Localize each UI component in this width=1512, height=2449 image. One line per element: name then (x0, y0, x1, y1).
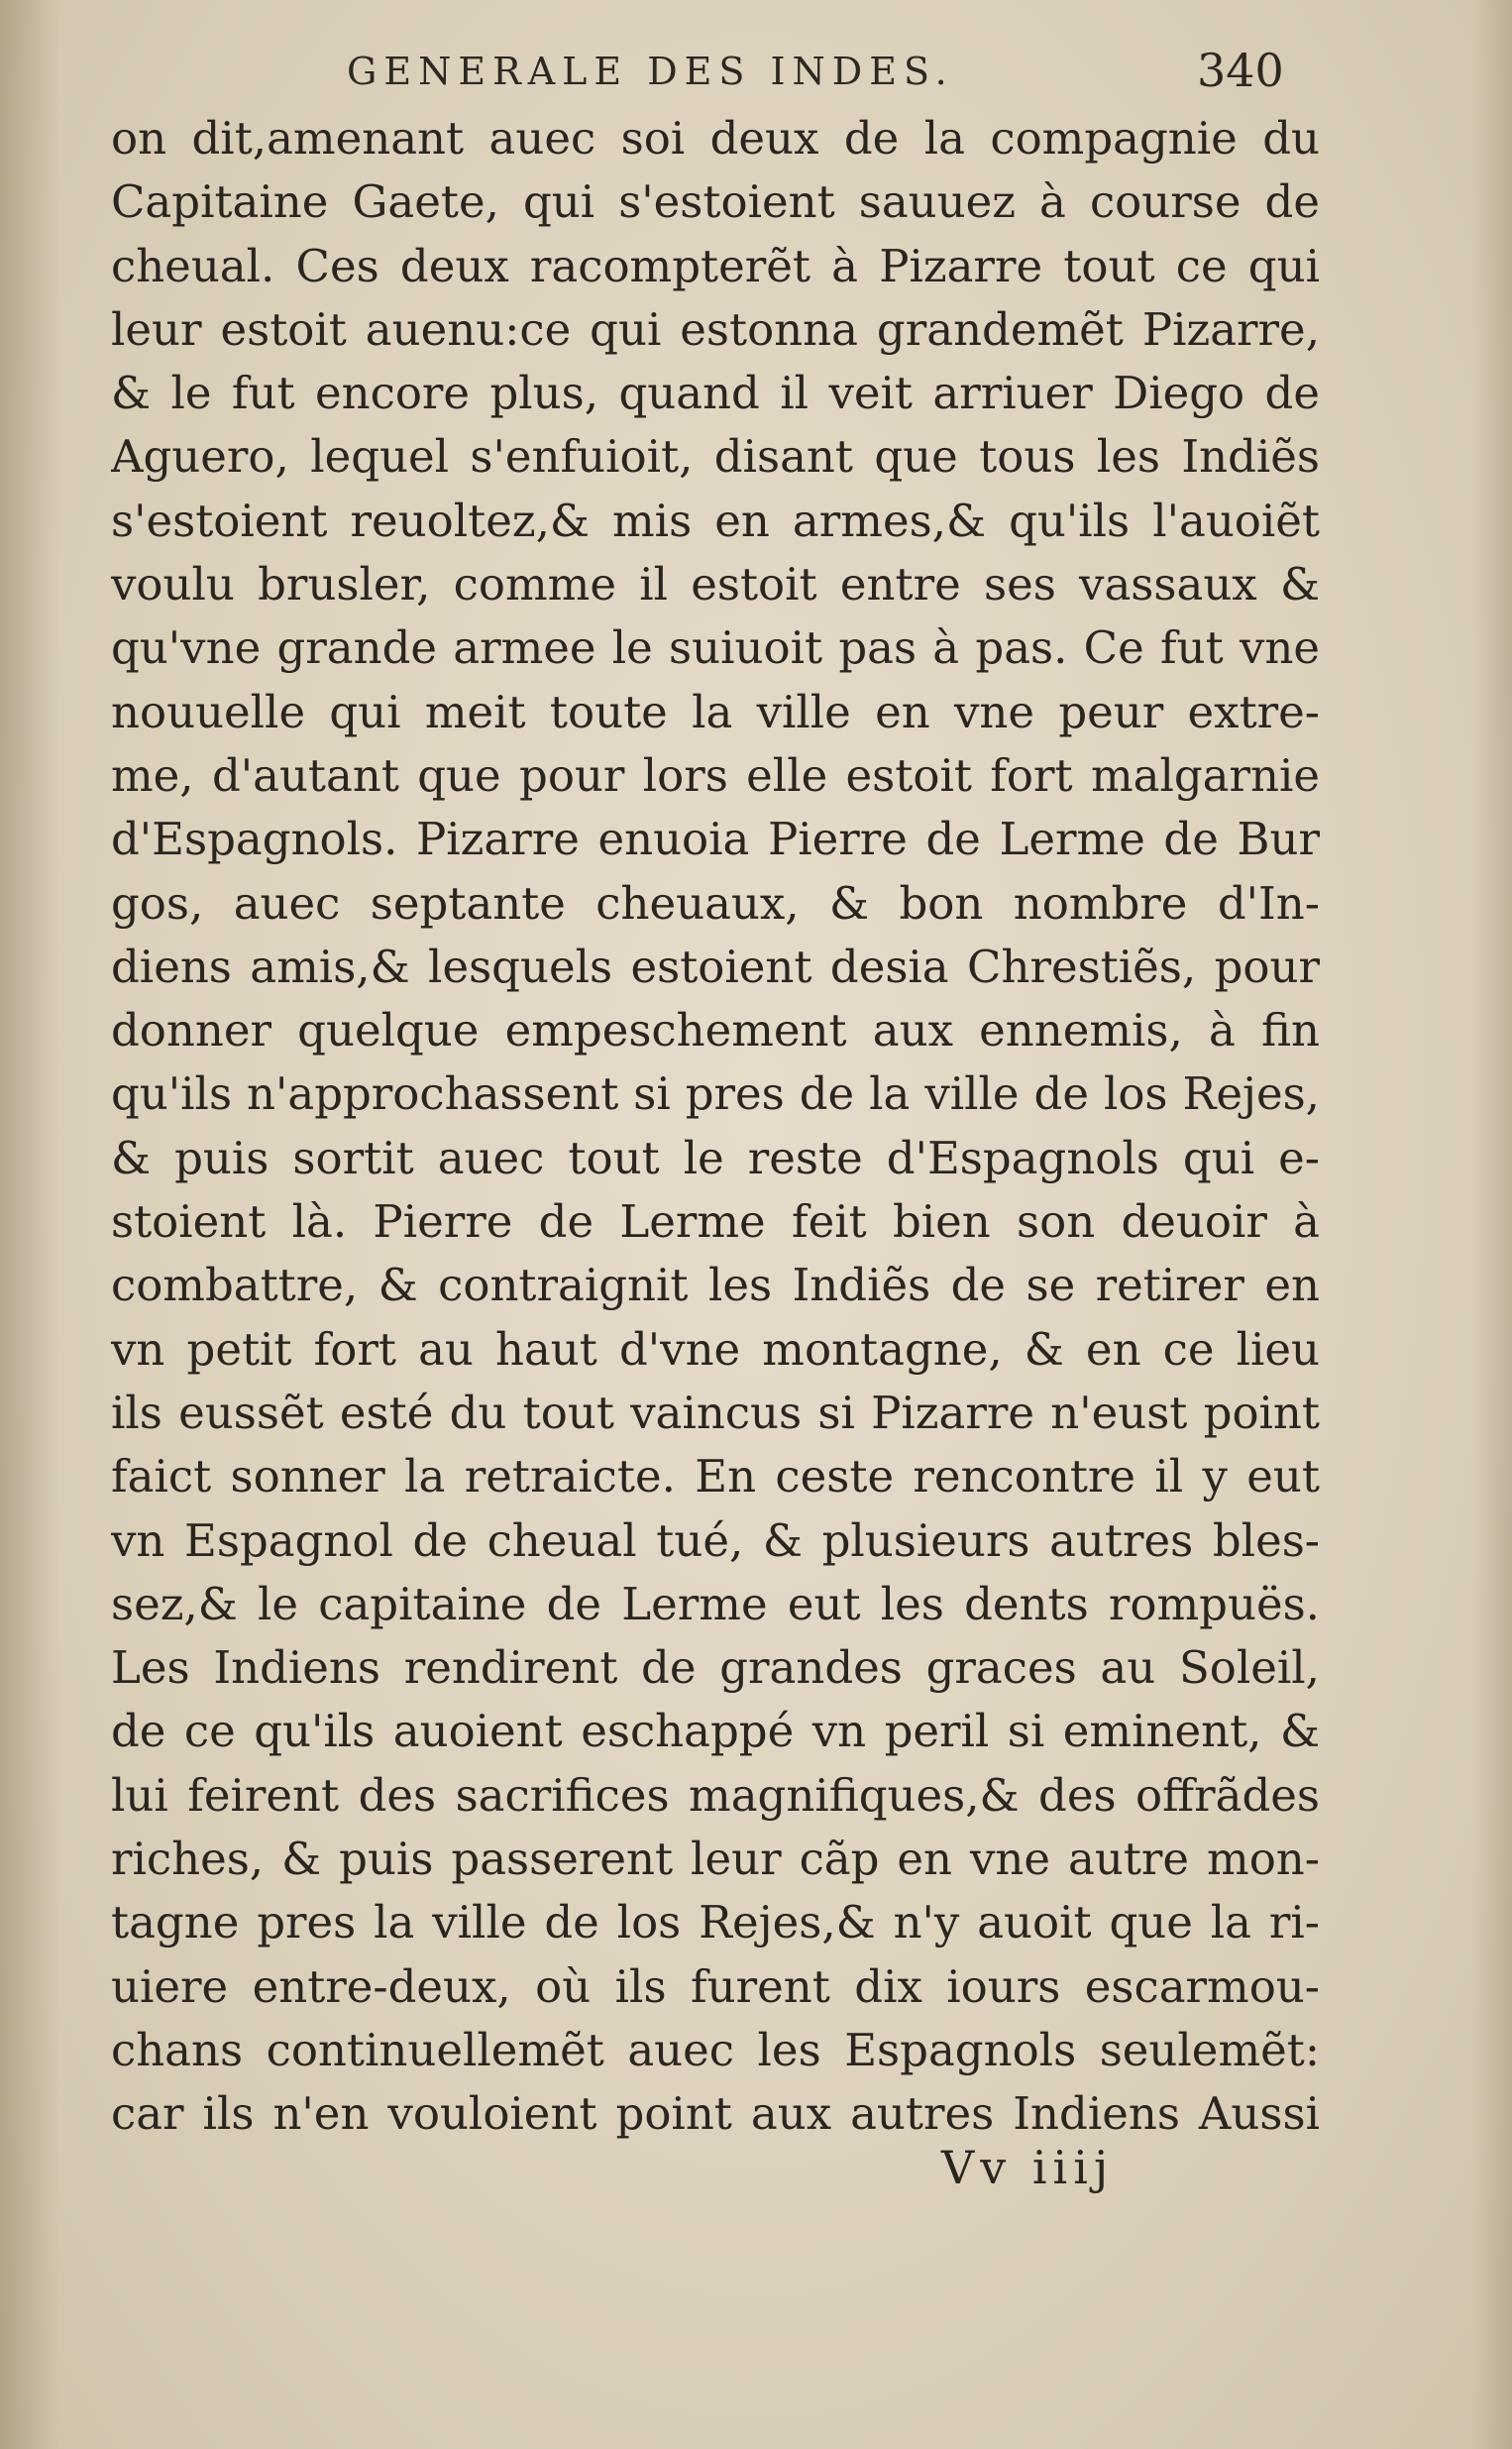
text-line: qu'ils n'approchassent si pres de la ville de los Rejes, (111, 1067, 1320, 1121)
text-line: & le fut encore plus, quand il veit arriuer Diego de (111, 367, 1320, 420)
text-line: de ce qu'ils auoient eschappé vn peril si eminent, & (111, 1705, 1320, 1758)
text-line: leur estoit auenu:ce qui estonna grandemẽt Pizarre, (111, 302, 1320, 356)
page-number: 340 (1197, 44, 1284, 97)
text-line: chans continuellemẽt auec les Espagnols seulemẽt: (111, 2023, 1320, 2076)
signature-mark: Vv iiij (941, 2141, 1115, 2194)
text-line: diens amis,& lesquels estoient desia Chrestiẽs, pour (111, 940, 1320, 993)
text-line: gos, auec septante cheuaux, & bon nombre d'In- (111, 876, 1320, 930)
text-line: lui feirent des sacrifices magnifiques,& des offrãdes (111, 1768, 1320, 1822)
text-line: qu'vne grande armee le suiuoit pas à pas. Ce fut vne (111, 621, 1320, 675)
text-line: combattre, & contraignit les Indiẽs de se retirer en (111, 1259, 1320, 1312)
text-line: & puis sortit auec tout le reste d'Espagnols qui e- (111, 1131, 1320, 1184)
text-line: stoient là. Pierre de Lerme feit bien son deuoir à (111, 1195, 1320, 1249)
text-line: voulu brusler, comme il estoit entre ses vassaux & (111, 558, 1320, 612)
text-line: vn petit fort au haut d'vne montagne, & en ce lieu (111, 1322, 1320, 1376)
text-line: riches, & puis passerent leur cãp en vne autre mon- (111, 1833, 1320, 1886)
text-line: cheual. Ces deux racompterẽt à Pizarre tout ce qui (111, 239, 1320, 292)
text-line: s'estoient reuoltez,& mis en armes,& qu'ils l'auoiẽt (111, 494, 1320, 547)
text-line: uiere entre-deux, où ils furent dix iours escarmou- (111, 1959, 1320, 2013)
text-line: vn Espagnol de cheual tué, & plusieurs autres bles- (111, 1513, 1320, 1567)
text-line: d'Espagnols. Pizarre enuoia Pierre de Lerme de Bur (111, 813, 1320, 866)
text-line: faict sonner la retraicte. En ceste rencontre il y eut (111, 1450, 1320, 1503)
text-line: sez,& le capitaine de Lerme eut les dents rompuës. (111, 1577, 1320, 1630)
text-line: ils eussẽt esté du tout vaincus si Pizarre n'eust point (111, 1386, 1320, 1439)
running-head: GENERALE DES INDES. (347, 50, 954, 93)
text-line: Les Indiens rendirent de grandes graces au Soleil, (111, 1641, 1320, 1695)
text-line: Capitaine Gaete, qui s'estoient sauuez à course de (111, 175, 1320, 229)
body-text (111, 107, 1320, 2147)
text-line: me, d'autant que pour lors elle estoit fort malgarnie (111, 748, 1320, 802)
text-line: on dit,amenant auec soi deux de la compagnie du (111, 112, 1320, 165)
text-line: Aguero, lequel s'enfuioit, disant que tous les Indiẽs (111, 430, 1320, 484)
text-line: car ils n'en vouloient point aux autres Indiens Aussi (111, 2087, 1320, 2141)
text-line: tagne pres la ville de los Rejes,& n'y auoit que la ri- (111, 1896, 1320, 1949)
text-line: donner quelque empeschement aux ennemis, à fin (111, 1004, 1320, 1058)
text-line: nouuelle qui meit toute la ville en vne peur extre- (111, 685, 1320, 738)
